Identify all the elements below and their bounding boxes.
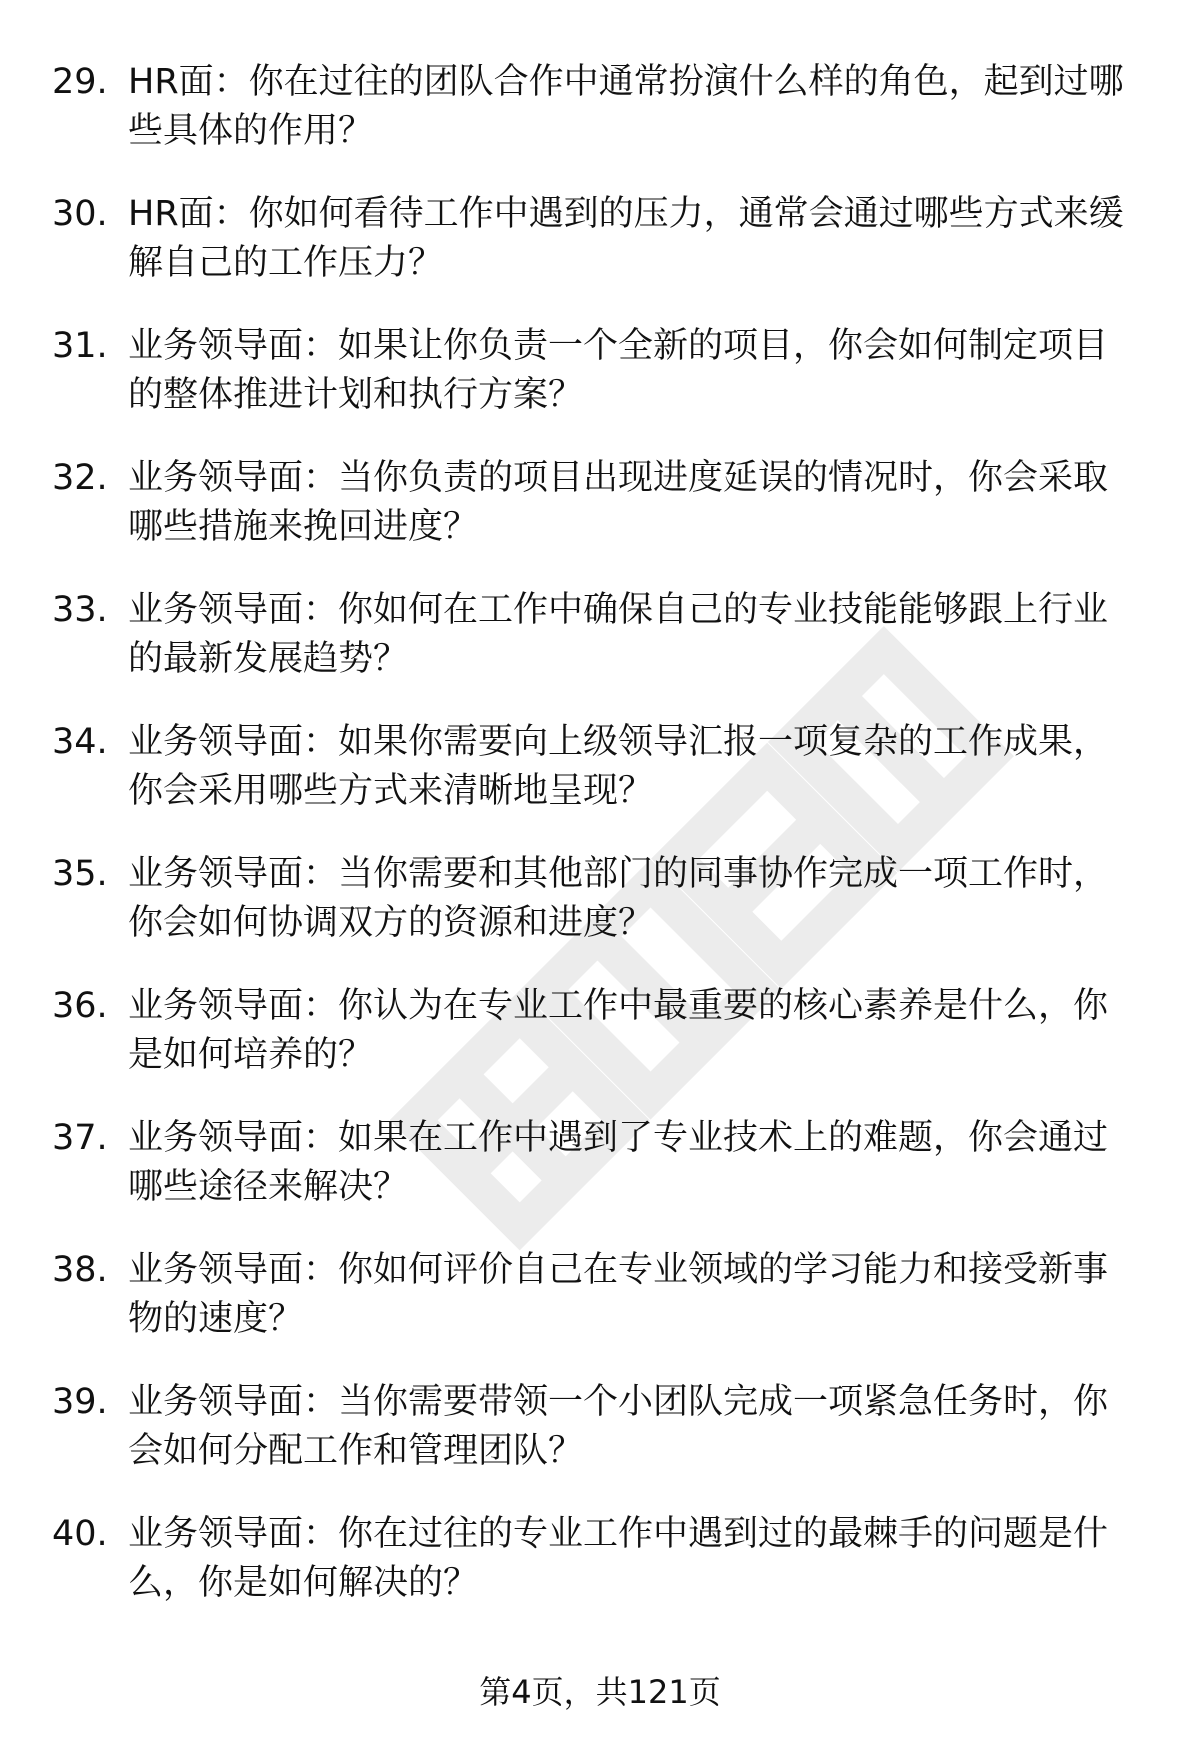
question-text: [128, 1246, 1158, 1344]
list-item: [52, 1378, 1162, 1510]
list-item: [52, 718, 1162, 850]
question-line: 的整体推进计划和执行方案？: [128, 375, 584, 415]
question-line: 的最新发展趋势？: [128, 639, 409, 679]
question-number: 29.: [52, 62, 108, 102]
question-number: 32.: [52, 458, 108, 498]
page-footer: 第4页，共121页: [479, 1673, 721, 1711]
question-number: 38.: [52, 1250, 108, 1290]
list-item: [52, 1114, 1162, 1246]
question-line: 哪些措施来挽回进度？: [128, 507, 479, 547]
question-text: [128, 718, 1158, 816]
list-item: [52, 58, 1162, 190]
question-line: 物的速度？: [128, 1299, 304, 1339]
question-line: 业务领导面：你认为在专业工作中最重要的核心素养是什么，你: [128, 986, 1109, 1026]
question-list: [52, 58, 1162, 1642]
question-number: 33.: [52, 590, 108, 630]
question-text: [128, 850, 1158, 948]
question-number: 31.: [52, 326, 108, 366]
list-item: [52, 1510, 1162, 1642]
question-text: [128, 586, 1158, 684]
question-line: 么，你是如何解决的？: [128, 1563, 479, 1603]
list-item: [52, 586, 1162, 718]
list-item: [52, 1246, 1162, 1378]
question-line: 业务领导面：如果在工作中遇到了专业技术上的难题，你会通过: [128, 1118, 1109, 1158]
question-line: 业务领导面：如果让你负责一个全新的项目，你会如何制定项目: [128, 326, 1109, 366]
question-line: 会如何分配工作和管理团队？: [128, 1431, 584, 1471]
question-text: [128, 322, 1158, 420]
question-line: 你会如何协调双方的资源和进度？: [128, 903, 654, 943]
question-line: 业务领导面：你在过往的专业工作中遇到过的最棘手的问题是什: [128, 1514, 1109, 1554]
question-number: 40.: [52, 1514, 108, 1554]
list-item: [52, 982, 1162, 1114]
question-line: 哪些途径来解决？: [128, 1167, 409, 1207]
question-line: 业务领导面：你如何评价自己在专业领域的学习能力和接受新事: [128, 1250, 1109, 1290]
question-text: [128, 1378, 1158, 1476]
list-item: [52, 190, 1162, 322]
question-number: 37.: [52, 1118, 108, 1158]
question-number: 30.: [52, 194, 108, 234]
question-line: 业务领导面：当你需要带领一个小团队完成一项紧急任务时，你: [128, 1382, 1109, 1422]
question-line: 业务领导面：当你负责的项目出现进度延误的情况时，你会采取: [128, 458, 1109, 498]
question-line: 业务领导面：你如何在工作中确保自己的专业技能能够跟上行业: [128, 590, 1109, 630]
question-text: [128, 190, 1158, 288]
question-number: 36.: [52, 986, 108, 1026]
question-text: [128, 982, 1158, 1080]
question-line: 你会采用哪些方式来清晰地呈现？: [128, 771, 654, 811]
question-line: HR面：你在过往的团队合作中通常扮演什么样的角色，起到过哪: [128, 62, 1124, 102]
list-item: [52, 322, 1162, 454]
question-text: [128, 58, 1158, 156]
question-text: [128, 1510, 1158, 1608]
question-line: 解自己的工作压力？: [128, 243, 444, 283]
question-number: 34.: [52, 722, 108, 762]
question-number: 39.: [52, 1382, 108, 1422]
question-text: [128, 1114, 1158, 1212]
question-line: 业务领导面：如果你需要向上级领导汇报一项复杂的工作成果，: [128, 722, 1109, 762]
question-text: [128, 454, 1158, 552]
question-line: 业务领导面：当你需要和其他部门的同事协作完成一项工作时，: [128, 854, 1109, 894]
list-item: [52, 454, 1162, 586]
question-line: HR面：你如何看待工作中遇到的压力，通常会通过哪些方式来缓: [128, 194, 1124, 234]
question-line: 些具体的作用？: [128, 111, 374, 151]
question-number: 35.: [52, 854, 108, 894]
question-line: 是如何培养的？: [128, 1035, 374, 1075]
list-item: [52, 850, 1162, 982]
